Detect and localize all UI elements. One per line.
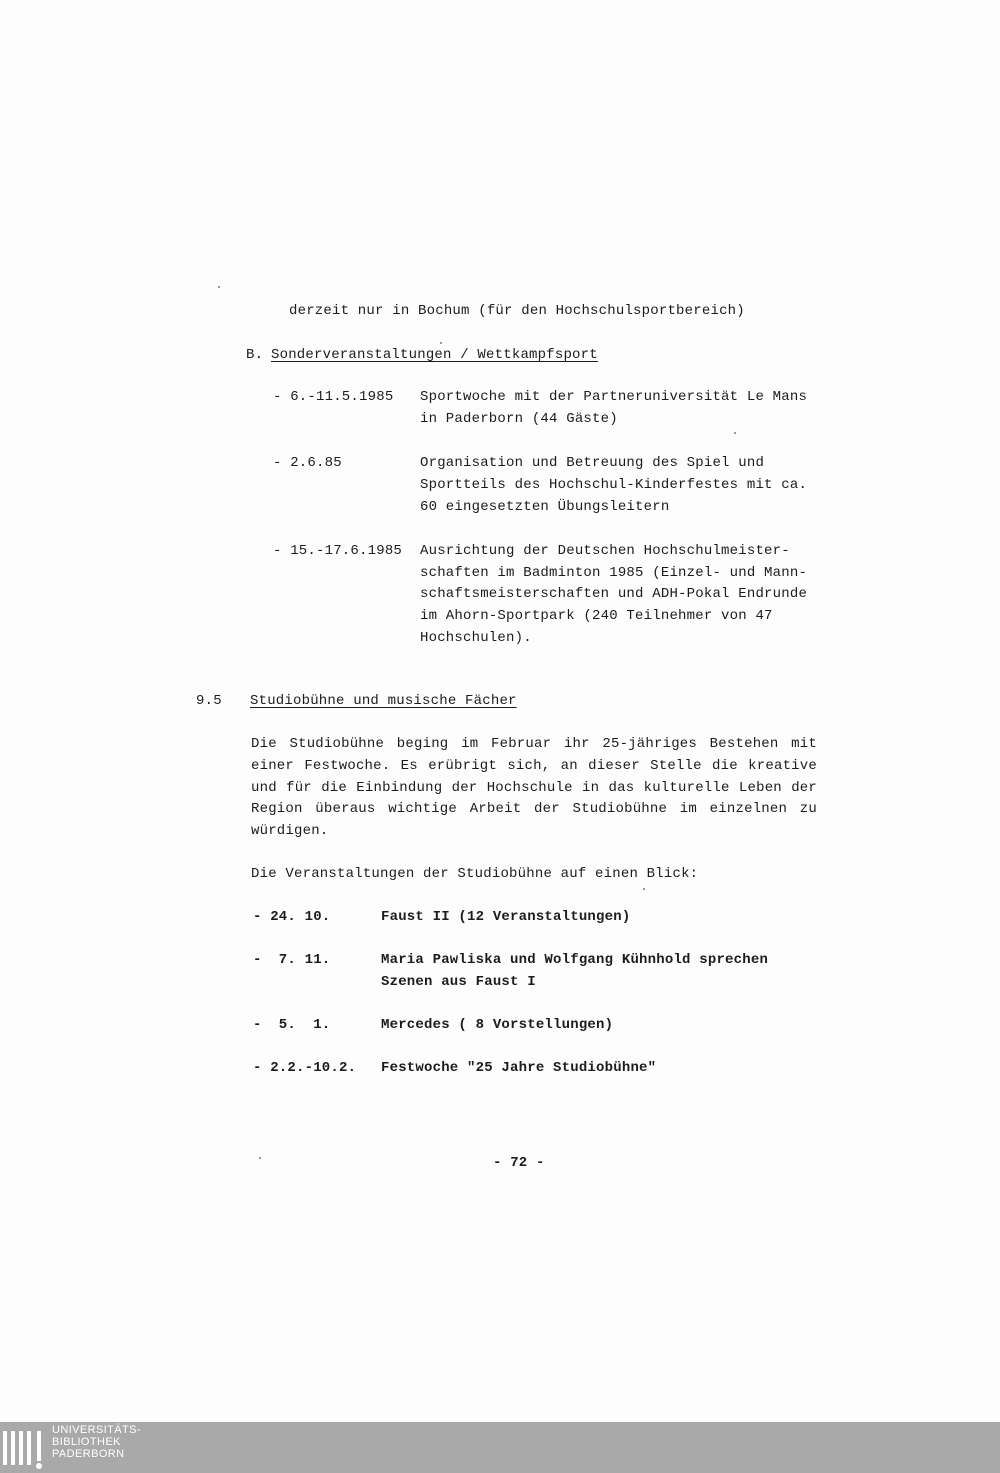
section-b-title: Sonderveranstaltungen / Wettkampfsport [271,347,598,363]
library-logo-text [52,1424,141,1460]
sport-event-line: Sportwoche mit der Partneruniversität Le Mans [420,389,808,405]
sport-event-line: Organisation und Betreuung des Spiel und [420,455,765,471]
stage-event-line: Maria Pawliska und Wolfgang Kühnhold sprechen [381,952,769,968]
sport-event-date: - 15.-17.6.1985 [273,543,403,559]
sport-event-date: - 2.6.85 [273,455,342,471]
library-footer [0,1422,1000,1473]
paragraph-line: und für die Einbindung der Hochschule in das kulturelle Leben der [251,780,817,796]
sport-event-line: schaften im Badminton 1985 (Einzel- und Mann- [420,565,808,581]
paragraph-line: würdigen. [251,823,329,839]
stage-event-line: Mercedes ( 8 Vorstellungen) [381,1017,614,1033]
sport-event-line: in Paderborn (44 Gäste) [420,411,618,427]
paragraph-line: einer Festwoche. Es erübrigt sich, an dieser Stelle die kreative [251,758,817,774]
intro-line: derzeit nur in Bochum (für den Hochschulsportbereich) [289,303,745,319]
stage-event-line: Faust II (12 Veranstaltungen) [381,909,631,925]
sport-event-line: schaftsmeisterschaften und ADH-Pokal Endrunde [420,586,808,602]
paragraph-line: Die Studiobühne beging im Februar ihr 25-jähriges Bestehen mit [251,736,817,752]
logo-line: BIBLIOTHEK [52,1436,121,1448]
stage-event-date: - 24. 10. [253,909,331,925]
sport-event-line: im Ahorn-Sportpark (240 Teilnehmer von 47 [420,608,773,624]
logo-line: UNIVERSITÄTS- [52,1424,141,1436]
stage-event-line: Szenen aus Faust I [381,974,536,990]
scan-speck [643,888,645,890]
stage-event-date: - 7. 11. [253,952,331,968]
scan-speck [734,432,736,434]
sport-event-date: - 6.-11.5.1985 [273,389,394,405]
events-intro: Die Veranstaltungen der Studiobühne auf einen Blick: [251,866,699,882]
stage-event-date: - 2.2.-10.2. [253,1060,357,1076]
scan-speck [259,1157,261,1159]
page-number: - 72 - [493,1155,545,1171]
section-b-prefix: B. [246,347,264,363]
section-95-number: 9.5 [196,693,222,709]
sport-event-line: Hochschulen). [420,630,532,646]
sport-event-line: 60 eingesetzten Übungsleitern [420,499,670,515]
paragraph-line: Region überaus wichtige Arbeit der Studiobühne im einzelnen zu [251,801,817,817]
stage-event-date: - 5. 1. [253,1017,331,1033]
scan-speck [218,286,220,288]
section-95-title: Studiobühne und musische Fächer [250,693,517,709]
stage-event-line: Festwoche "25 Jahre Studiobühne" [381,1060,657,1076]
sport-event-line: Ausrichtung der Deutschen Hochschulmeister- [420,543,790,559]
library-logo-icon [3,1427,47,1469]
sport-event-line: Sportteils des Hochschul-Kinderfestes mit ca. [420,477,808,493]
logo-line: PADERBORN [52,1448,125,1460]
